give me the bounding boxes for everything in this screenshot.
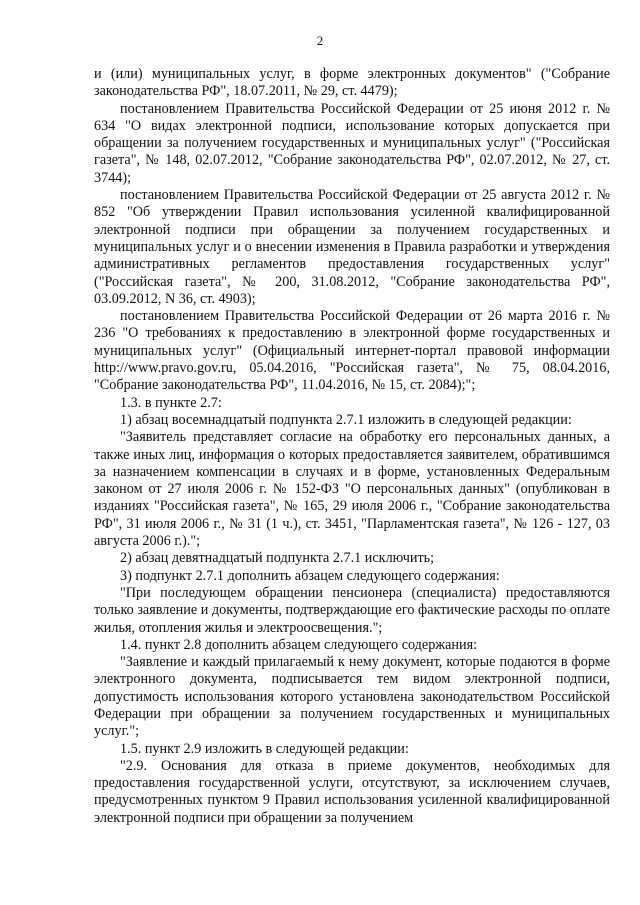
paragraph: "При последующем обращении пенсионера (специалиста) предоставляются только заявление и документы, подтверждающие его фактические расходы по оплате жилья, отопления жилья и электроосвещения."; <box>94 584 610 636</box>
paragraph: "Заявитель представляет согласие на обработку его персональных данных, а также иных лиц, информация о которых предоставляется заявителем, обратившимся за назначением компенсации в случаях и в форме, установленных Федеральным законом от 27 июля 2006 г. № 152-ФЗ "О персональных данных" (опубликован в изданиях "Российская газета", № 165, 29 июля 2006 г., "Собрание законодательства РФ", 31 июля 2006 г., № 31 (1 ч.), ст. 3451, "Парламентская газета", № 126 - 127, 03 августа 2006 г.)."; <box>94 429 610 550</box>
page-number: 2 <box>316 33 324 48</box>
paragraph: 1.4. пункт 2.8 дополнить абзацем следующего содержания: <box>120 636 478 653</box>
paragraph: постановлением Правительства Российской Федерации от 25 июня 2012 г. № 634 "О видах электронной подписи, использование которых допускается при обращении за получением государственных и муниципальных услуг" ("Российская газета", № 148, 02.07.2012, "Собрание законодательства РФ", 02.07.2012, № 27, ст. 3744); <box>94 100 610 186</box>
paragraph: постановлением Правительства Российской Федерации от 26 марта 2016 г. № 236 "О требованиях к предоставлению в электронной форме государственных и муниципальных услуг" (Официальный интернет-портал правовой информации http://www.pravo.gov.ru, 05.04.2016, "Российская газета", № 75, 08.04.2016, "Собрание законодательства РФ", 11.04.2016, № 15, ст. 2084);"; <box>94 308 610 394</box>
document-body <box>94 66 610 827</box>
paragraph: 1.3. в пункте 2.7: <box>120 394 222 411</box>
paragraph: "2.9. Основания для отказа в приеме документов, необходимых для предоставления государственной услуги, отсутствуют, за исключением случаев, предусмотренных пунктом 9 Правил использования усиленной квалифицированной электронной подписи при обращении за получением <box>94 757 610 826</box>
paragraph: 3) подпункт 2.7.1 дополнить абзацем следующего содержания: <box>120 567 500 584</box>
paragraph: 1.5. пункт 2.9 изложить в следующей редакции: <box>120 740 409 757</box>
paragraph: "Заявление и каждый прилагаемый к нему документ, которые подаются в форме электронного документа, подписывается тем видом электронной подписи, допустимость использования которого установлена законодательством Российской Федерации при обращении за получением государственных и муниципальных услуг."; <box>94 654 610 740</box>
paragraph: постановлением Правительства Российской Федерации от 25 августа 2012 г. № 852 "Об утверждении Правил использования усиленной квалифицированной электронной подписи при обращении за получением государственных и муниципальных услуг и о внесении изменения в Правила разработки и утверждения административных регламентов предоставления государственных услуг" ("Российская газета", № 200, 31.08.2012, "Собрание законодательства РФ", 03.09.2012, N 36, ст. 4903); <box>94 187 610 307</box>
paragraph: 2) абзац девятнадцатый подпункта 2.7.1 исключить; <box>120 550 435 567</box>
paragraph: 1) абзац восемнадцатый подпункта 2.7.1 изложить в следующей редакции: <box>120 411 572 428</box>
paragraph: и (или) муниципальных услуг, в форме электронных документов" ("Собрание законодательства РФ", 18.07.2011, № 29, ст. 4479); <box>94 66 610 100</box>
